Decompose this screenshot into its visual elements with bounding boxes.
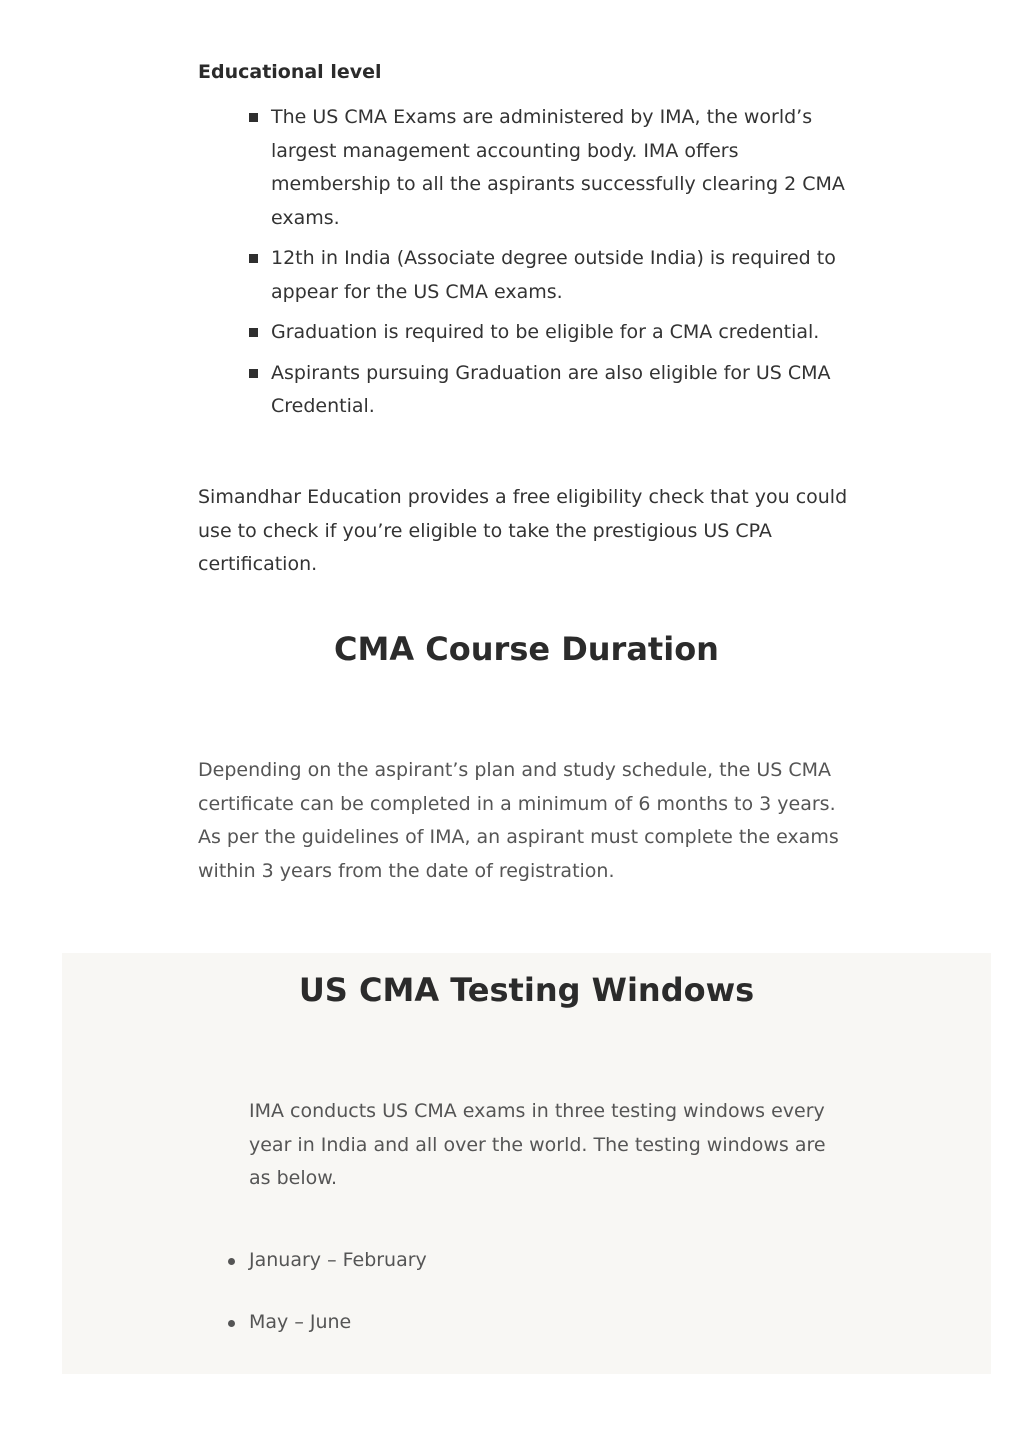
square-bullet-icon bbox=[249, 254, 258, 263]
testing-windows-paragraph: IMA conducts US CMA exams in three testing windows every year in India and all over the world. The testing windows are as below. bbox=[249, 1100, 826, 1189]
testing-windows-heading: US CMA Testing Windows bbox=[298, 971, 755, 1009]
course-duration-heading: CMA Course Duration bbox=[334, 630, 719, 668]
list-item bbox=[249, 316, 861, 350]
list-item bbox=[249, 242, 861, 309]
dot-bullet-icon bbox=[228, 1258, 235, 1265]
list-item-text: 12th in India (Associate degree outside India) is required to appear for the US CMA exams. bbox=[271, 247, 836, 303]
square-bullet-icon bbox=[249, 113, 258, 122]
list-item-text: The US CMA Exams are administered by IMA, the world’s largest management accounting body. IMA offers membership to all the aspirants successfully clearing 2 CMA exams. bbox=[271, 106, 845, 229]
course-duration-paragraph: Depending on the aspirant’s plan and study schedule, the US CMA certificate can be completed in a minimum of 6 months to 3 years. As per the guidelines of IMA, an aspirant must complete the exams within 3 years from the date of registration. bbox=[198, 759, 839, 882]
eligibility-check-paragraph: Simandhar Education provides a free eligibility check that you could use to check if you’re eligible to take the prestigious US CPA certification. bbox=[198, 486, 848, 575]
list-item-text: Graduation is required to be eligible for a CMA credential. bbox=[271, 321, 820, 343]
educational-level-heading: Educational level bbox=[198, 61, 382, 83]
list-item-text: May – June bbox=[249, 1311, 352, 1333]
list-item bbox=[249, 101, 861, 235]
list-item bbox=[249, 1244, 427, 1278]
list-item bbox=[249, 1306, 427, 1340]
list-item bbox=[249, 357, 861, 424]
square-bullet-icon bbox=[249, 328, 258, 337]
eligibility-list bbox=[249, 101, 861, 431]
square-bullet-icon bbox=[249, 369, 258, 378]
dot-bullet-icon bbox=[228, 1320, 235, 1327]
list-item-text: Aspirants pursuing Graduation are also eligible for US CMA Credential. bbox=[271, 361, 831, 417]
list-item-text: January – February bbox=[249, 1249, 427, 1271]
testing-windows-list bbox=[249, 1244, 427, 1368]
